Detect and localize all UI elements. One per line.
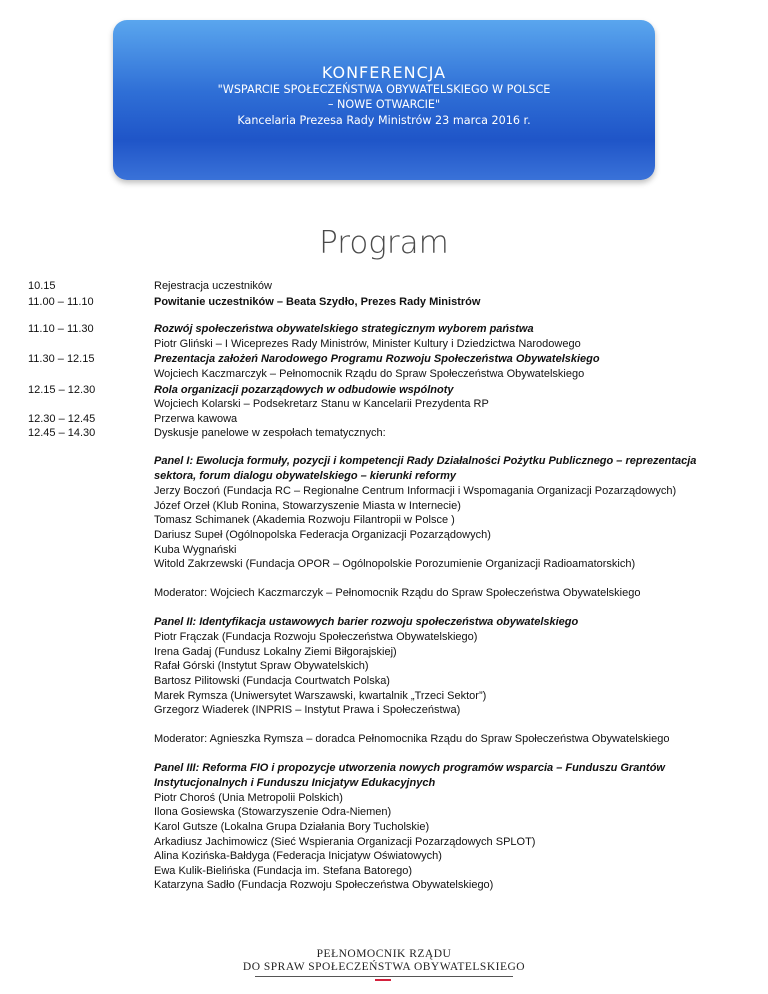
panel3-title: Instytucjonalnych i Funduszu Inicjatyw Edukacyjnych bbox=[154, 777, 436, 789]
panel3-member: Alina Kozińska-Bałdyga (Federacja Inicjatyw Oświatowych) bbox=[154, 850, 442, 862]
registration-item: Rejestracja uczestników bbox=[154, 280, 272, 292]
panel2-member: Irena Gadaj (Fundusz Lokalny Ziemi Biłgorajskiej) bbox=[154, 646, 397, 658]
panel2-member: Rafał Górski (Instytut Spraw Obywatelskich) bbox=[154, 660, 369, 672]
panel3-member: Karol Gutsze (Lokalna Grupa Działania Bory Tucholskie) bbox=[154, 821, 430, 833]
panel1-title: Panel I: Ewolucja formuły, pozycji i kompetencji Rady Działalności Pożytku Publicznego – reprezentacja bbox=[154, 455, 697, 467]
panel2-member: Grzegorz Wiaderek (INPRIS – Instytut Prawa i Społeczeństwa) bbox=[154, 704, 461, 716]
banner-subtitle-line2: – NOWE OTWARCIE" bbox=[327, 98, 441, 111]
talk2-speaker: Wojciech Kaczmarczyk – Pełnomocnik Rządu do Spraw Społeczeństwa Obywatelskiego bbox=[154, 368, 585, 380]
footer-logo-line1: PEŁNOMOCNIK RZĄDU bbox=[316, 948, 452, 960]
panel1-member: Józef Orzeł (Klub Ronina, Stowarzyszenie Miasta w Internecie) bbox=[154, 500, 461, 512]
panel-discussions-item: Dyskusje panelowe w zespołach tematycznych: bbox=[154, 427, 386, 439]
talk1-title: Rozwój społeczeństwa obywatelskiego strategicznym wyborem państwa bbox=[154, 323, 534, 335]
panel2-title: Panel II: Identyfikacja ustawowych barier rozwoju społeczeństwa obywatelskiego bbox=[154, 616, 579, 628]
panel2-member: Piotr Frączak (Fundacja Rozwoju Społeczeństwa Obywatelskiego) bbox=[154, 631, 478, 643]
time-slot: 12.30 – 12.45 bbox=[28, 413, 96, 425]
panel1-member: Jerzy Boczoń (Fundacja RC – Regionalne Centrum Informacji i Wspomagania Organizacji Pozarządowych) bbox=[154, 485, 677, 497]
coffee-break-item: Przerwa kawowa bbox=[154, 413, 238, 425]
panel3-member: Ilona Gosiewska (Stowarzyszenie Odra-Niemen) bbox=[154, 806, 392, 818]
panel2-member: Bartosz Pilitowski (Fundacja Courtwatch Polska) bbox=[154, 675, 390, 687]
footer-logo-line2: DO SPRAW SPOŁECZEŃSTWA OBYWATELSKIEGO bbox=[242, 961, 526, 973]
panel1-moderator: Moderator: Wojciech Kaczmarczyk – Pełnomocnik Rządu do Spraw Społeczeństwa Obywatelskiego bbox=[154, 587, 641, 599]
panel2-member: Marek Rymsza (Uniwersytet Warszawski, kwartalnik „Trzeci Sektor”) bbox=[154, 690, 487, 702]
banner-venue-date: Kancelaria Prezesa Rady Ministrów 23 marca 2016 r. bbox=[237, 114, 531, 127]
panel3-member: Ewa Kulik-Bielińska (Fundacja im. Stefana Batorego) bbox=[154, 865, 413, 877]
panel3-title: Panel III: Reforma FIO i propozycje utworzenia nowych programów wsparcia – Funduszu Grantów bbox=[154, 762, 665, 774]
time-slot: 12.45 – 14.30 bbox=[28, 427, 96, 439]
time-slot: 11.10 – 11.30 bbox=[28, 323, 94, 335]
banner-title: KONFERENCJA bbox=[321, 63, 447, 82]
time-slot: 11.30 – 12.15 bbox=[28, 353, 95, 365]
panel3-member: Arkadiusz Jachimowicz (Sieć Wspierania Organizacji Pozarządowych SPLOT) bbox=[154, 836, 536, 848]
panel2-moderator: Moderator: Agnieszka Rymsza – doradca Pełnomocnika Rządu do Spraw Społeczeństwa Obywatelskiego bbox=[154, 733, 670, 745]
time-slot: 10.15 bbox=[28, 280, 56, 292]
banner-subtitle-line1: "WSPARCIE SPOŁECZEŃSTWA OBYWATELSKIEGO W POLSCE bbox=[217, 83, 551, 96]
panel3-member: Katarzyna Sadło (Fundacja Rozwoju Społeczeństwa Obywatelskiego) bbox=[154, 879, 494, 891]
time-slot: 11.00 – 11.10 bbox=[28, 296, 94, 308]
panel1-member: Dariusz Supeł (Ogólnopolska Federacja Organizacji Pozarządowych) bbox=[154, 529, 491, 541]
talk3-speaker: Wojciech Kolarski – Podsekretarz Stanu w Kancelarii Prezydenta RP bbox=[154, 398, 489, 410]
panel1-member: Tomasz Schimanek (Akademia Rozwoju Filantropii w Polsce ) bbox=[154, 514, 455, 526]
panel1-member: Kuba Wygnański bbox=[154, 544, 237, 556]
welcome-item: Powitanie uczestników – Beata Szydło, Prezes Rady Ministrów bbox=[154, 296, 481, 308]
talk1-speaker: Piotr Gliński – I Wiceprezes Rady Ministrów, Minister Kultury i Dziedzictwa Narodowego bbox=[154, 338, 581, 350]
conference-banner bbox=[113, 20, 655, 180]
time-slot: 12.15 – 12.30 bbox=[28, 384, 96, 396]
polish-flag-icon bbox=[375, 977, 391, 981]
panel1-member: Witold Zakrzewski (Fundacja OPOR – Ogólnopolskie Porozumienie Organizacji Radioamatorskich) bbox=[154, 558, 636, 570]
talk2-title: Prezentacja założeń Narodowego Programu Rozwoju Społeczeństwa Obywatelskiego bbox=[154, 353, 600, 365]
panel3-member: Piotr Choroś (Unia Metropolii Polskich) bbox=[154, 792, 343, 804]
panel1-title: sektora, forum dialogu obywatelskiego – kierunki reformy bbox=[154, 470, 456, 482]
talk3-title: Rola organizacji pozarządowych w odbudowie wspólnoty bbox=[154, 384, 454, 396]
program-title: Program bbox=[319, 225, 449, 261]
